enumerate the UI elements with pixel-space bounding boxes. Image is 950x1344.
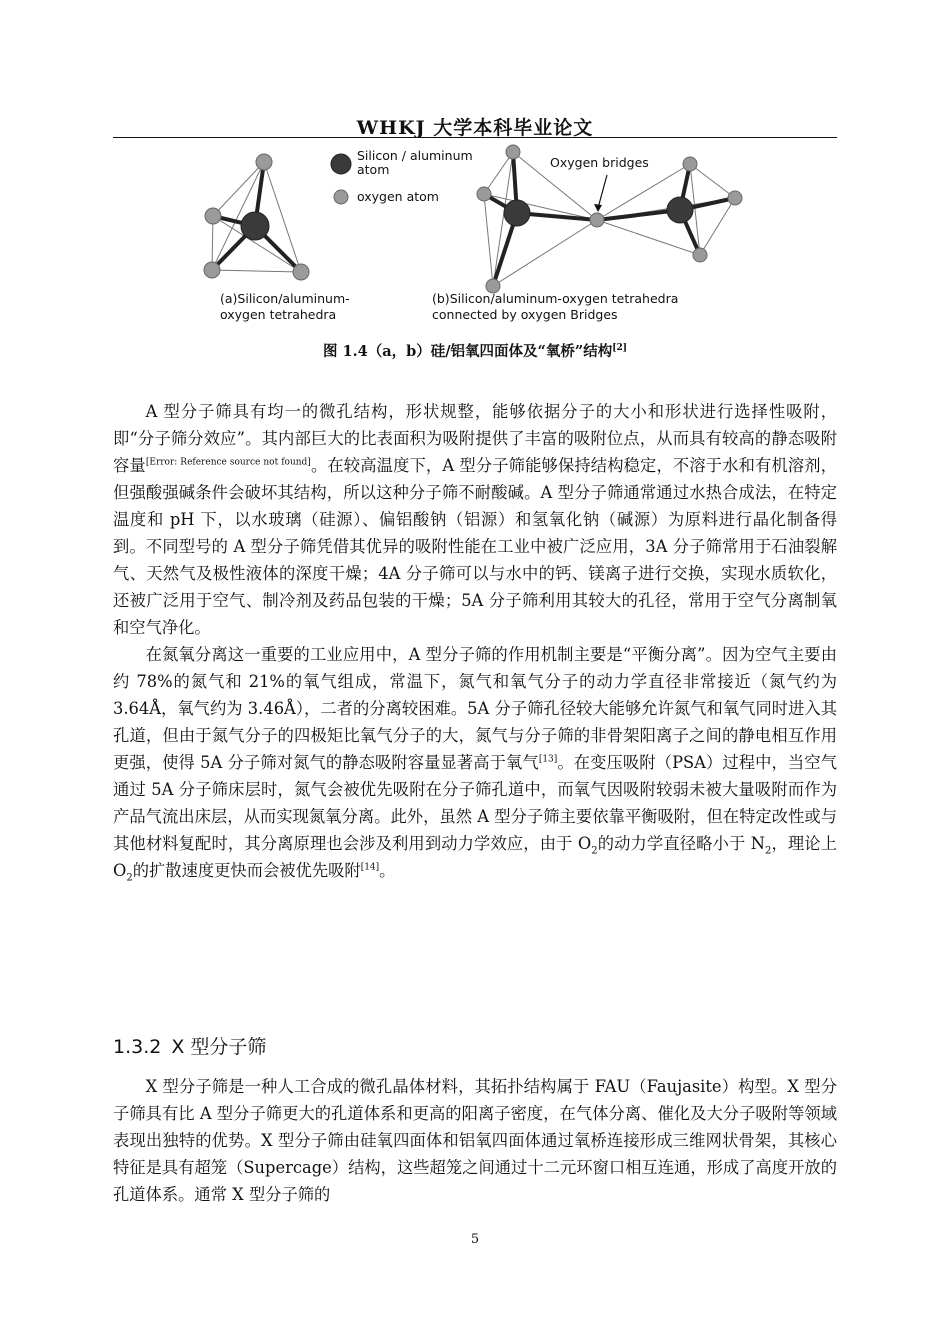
label-a-line2: oxygen tetrahedra <box>220 307 337 322</box>
section-heading <box>113 1032 837 1059</box>
oxygen-atom <box>205 208 221 224</box>
tetrahedra-figure <box>195 142 755 330</box>
figure-legend <box>331 148 473 204</box>
metal-atom-b-right <box>667 197 693 223</box>
body-text <box>113 398 837 884</box>
p2-text-4: ，理论上 O <box>113 834 837 880</box>
p2-text-5: 的扩散速度更快而会被优先吸附 <box>132 861 361 880</box>
header-rule <box>113 137 837 138</box>
p2-citation-1: [13] <box>538 754 558 765</box>
legend-metal-swatch <box>331 154 351 174</box>
paragraph-a-type-properties <box>113 398 837 641</box>
oxygen-atom <box>728 191 742 205</box>
annotation-arrowhead <box>594 204 602 212</box>
tetrahedron-a <box>204 154 309 280</box>
p2-text-2: 。在变压吸附（PSA）过程中，当空气通过 5A 分子筛床层时，氮气会被优先吸附在分子筛孔道中，而氧气因吸附较弱未被大量吸附而作为产品气流出床层，从而实现氮氧分离。此外，虽然 A 型分子筛主要依靠平衡吸附，但在特定改性或与其他材料复配时，其分离原理也会涉及利用到动力学效应，由于 O <box>113 753 837 853</box>
oxygen-bridges-annotation: Oxygen bridges <box>550 155 649 170</box>
oxygen-atom <box>204 262 220 278</box>
legend-oxygen-swatch <box>334 190 348 204</box>
body-text-section <box>113 1073 837 1208</box>
legend-oxygen-label: oxygen atom <box>357 189 439 204</box>
paragraph-x-type-intro: X 型分子筛是一种人工合成的微孔晶体材料，其拓扑结构属于 FAU（Faujasite）构型。X 型分子筛具有比 A 型分子筛更大的孔道体系和更高的阳离子密度，在气体分离、催化及大分子吸附等领域表现出独特的优势。X 型分子筛由硅氧四面体和铝氧四面体通过氧桥连接形成三维网状骨架，其核心特征是具有超笼（Supercage）结构，这些超笼之间通过十二元环窗口相互连通，形成了高度开放的孔道体系。通常 X 型分子筛的 <box>113 1077 837 1204</box>
p2-text-1: 在氮氧分离这一重要的工业应用中，A 型分子筛的作用机制主要是“平衡分离”。因为空气主要由约 78%的氮气和 21%的氧气组成，常温下，氮气和氧气分子的动力学直径非常接近（氮气约为 3.64Å，氧气约为 3.46Å），二者的分离较困难。5A 分子筛孔径较大能够允许氮气和氧气同时进入其孔道，但由于氮气分子的四极矩比氧气分子的大，氮气与分子筛的非骨架阳离子之间的静电相互作用更强，使得 5A 分子筛对氮气的静态吸附容量显著高于氧气 <box>113 645 837 772</box>
legend-metal-label-1: Silicon / aluminum <box>357 148 473 163</box>
oxygen-atom <box>256 154 272 170</box>
tetrahedron-b-right <box>597 157 742 262</box>
caption-text: 图 1.4（a，b）硅/铝氧四面体及“氧桥”结构 <box>322 343 613 360</box>
label-b-line1: (b)Silicon/aluminum-oxygen tetrahedra <box>432 291 679 306</box>
page-number: 5 <box>470 1232 480 1247</box>
annotation-arrow <box>598 175 607 208</box>
metal-atom-a <box>241 212 269 240</box>
oxygen-atom <box>693 248 707 262</box>
figure-caption <box>113 340 837 361</box>
label-a-line1: (a)Silicon/aluminum- <box>220 291 350 306</box>
p1-citation: [Error: Reference source not found] <box>145 457 311 468</box>
p2-subscript-3: 2 <box>126 872 133 884</box>
p2-text-6: 。 <box>379 861 396 880</box>
metal-atom-b-left <box>504 200 530 226</box>
oxygen-atom <box>477 187 491 201</box>
p2-subscript-2: 2 <box>764 845 772 857</box>
section-number: 1.3.2 <box>113 1036 162 1058</box>
tetrahedra-illustration <box>195 142 755 330</box>
p2-citation-2: [14] <box>360 862 380 873</box>
bridge-oxygen-atom <box>590 213 604 227</box>
oxygen-atom <box>506 145 520 159</box>
p2-text-3: 的动力学直径略小于 N <box>597 834 765 853</box>
legend-metal-label-2: atom <box>357 162 390 177</box>
caption-citation: [2] <box>612 343 628 354</box>
p2-subscript-1: 2 <box>591 845 598 857</box>
oxygen-atom <box>293 264 309 280</box>
page-header: WHKJ 大学本科毕业论文 <box>356 117 594 139</box>
oxygen-atom <box>683 157 697 171</box>
paragraph-nitrogen-oxygen-separation <box>113 641 837 884</box>
section-title: X 型分子筛 <box>171 1036 267 1058</box>
p1-text-2: 。在较高温度下，A 型分子筛能够保持结构稳定，不溶于水和有机溶剂，但强酸强碱条件会破坏其结构，所以这种分子筛不耐酸碱。A 型分子筛通常通过水热合成法，在特定温度和 pH 下，以水玻璃（硅源）、偏铝酸钠（铝源）和氢氧化钠（碱源）为原料进行晶化制备得到。不同型号的 A 型分子筛凭借其优异的吸附性能在工业中被广泛应用，3A 分子筛常用于石油裂解气、天然气及极性液体的深度干燥；4A 分子筛可以与水中的钙、镁离子进行交换，实现水质软化，还被广泛用于空气、制冷剂及药品包装的干燥；5A 分子筛利用其较大的孔径，常用于空气分离制氧和空气净化。 <box>113 456 837 637</box>
label-b-line2: connected by oxygen Bridges <box>432 307 618 322</box>
p1-text-1: A 型分子筛具有均一的微孔结构，形状规整，能够依据分子的大小和形状进行选择性吸附，即“分子筛分效应”。其内部巨大的比表面积为吸附提供了丰富的吸附位点，从而具有较高的静态吸附容量 <box>113 402 837 475</box>
